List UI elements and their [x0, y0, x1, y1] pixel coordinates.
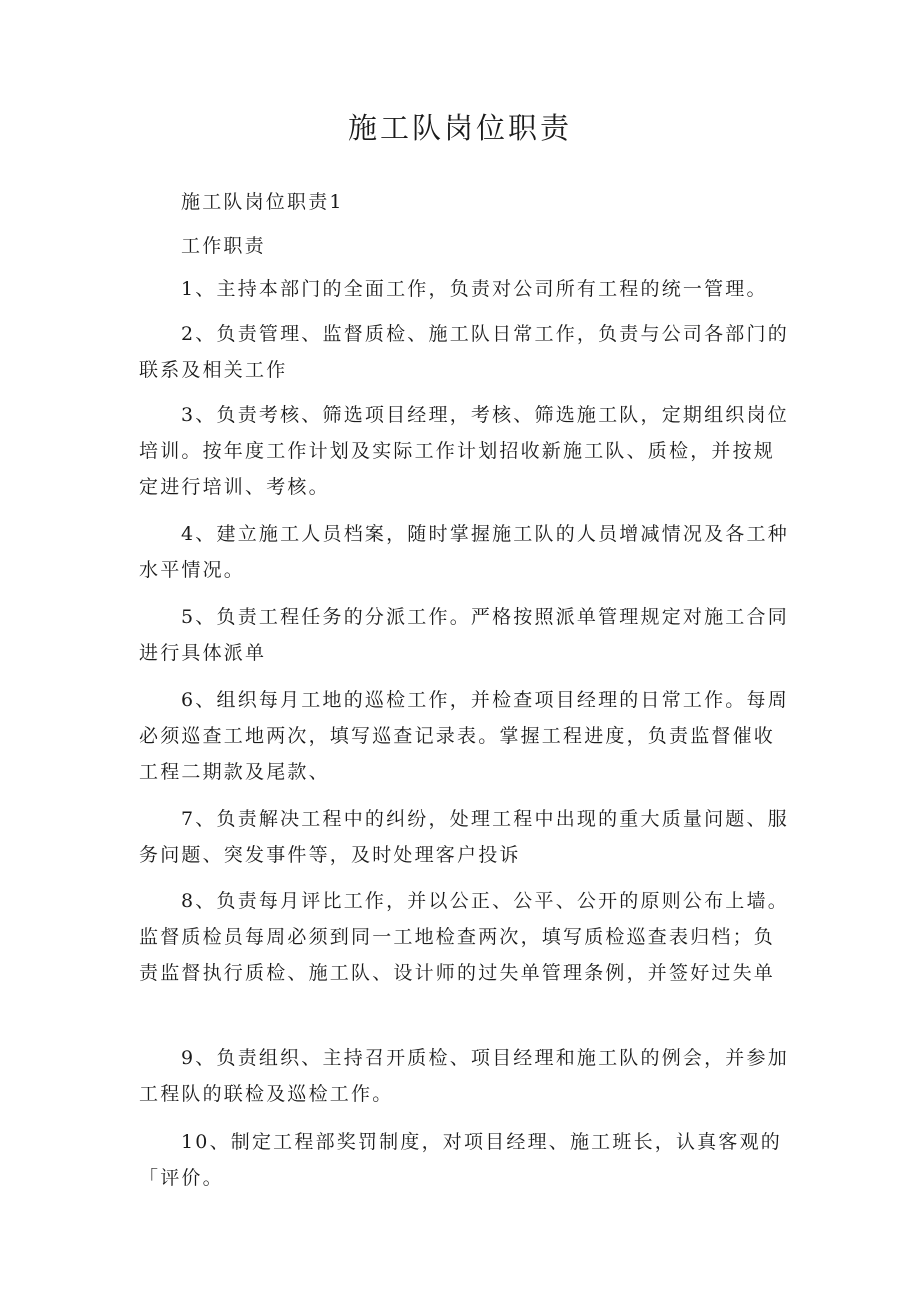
list-item: 9、负责组织、主持召开质检、项目经理和施工队的例会，并参加工程队的联检及巡检工作。 — [139, 1047, 789, 1105]
list-item: 10、制定工程部奖罚制度，对项目经理、施工班长，认真客观的「评价。 — [139, 1131, 782, 1189]
list-item: 7、负责解决工程中的纠纷，处理工程中出现的重大质量问题、服务问题、突发事件等，及时处理客户投诉 — [139, 808, 789, 866]
document-title: 施工队岗位职责 — [347, 111, 572, 145]
document-subtitle: 施工队岗位职责1 — [181, 191, 344, 213]
list-item: 1、主持本部门的全面工作，负责对公司所有工程的统一管理。 — [181, 278, 768, 300]
list-item: 8、负责每月评比工作，并以公正、公平、公开的原则公布上墙。监督质检员每周必须到同一工地检查两次，填写质检巡查表归档；负责监督执行质检、施工队、设计师的过失单管理条例，并签好过失单 — [139, 890, 789, 984]
list-item: 3、负责考核、筛选项目经理，考核、筛选施工队，定期组织岗位培训。按年度工作计划及实际工作计划招收新施工队、质检，并按规定进行培训、考核。 — [139, 404, 789, 498]
list-item: 2、负责管理、监督质检、施工队日常工作，负责与公司各部门的联系及相关工作 — [139, 323, 789, 381]
list-item: 6、组织每月工地的巡检工作，并检查项目经理的日常工作。每周必须巡查工地两次，填写巡查记录表。掌握工程进度，负责监督催收工程二期款及尾款、 — [139, 689, 789, 783]
list-item: 5、负责工程任务的分派工作。严格按照派单管理规定对施工合同进行具体派单 — [139, 606, 789, 664]
list-item: 4、建立施工人员档案，随时掌握施工队的人员增减情况及各工种水平情况。 — [139, 523, 789, 581]
section-heading: 工作职责 — [181, 235, 266, 257]
